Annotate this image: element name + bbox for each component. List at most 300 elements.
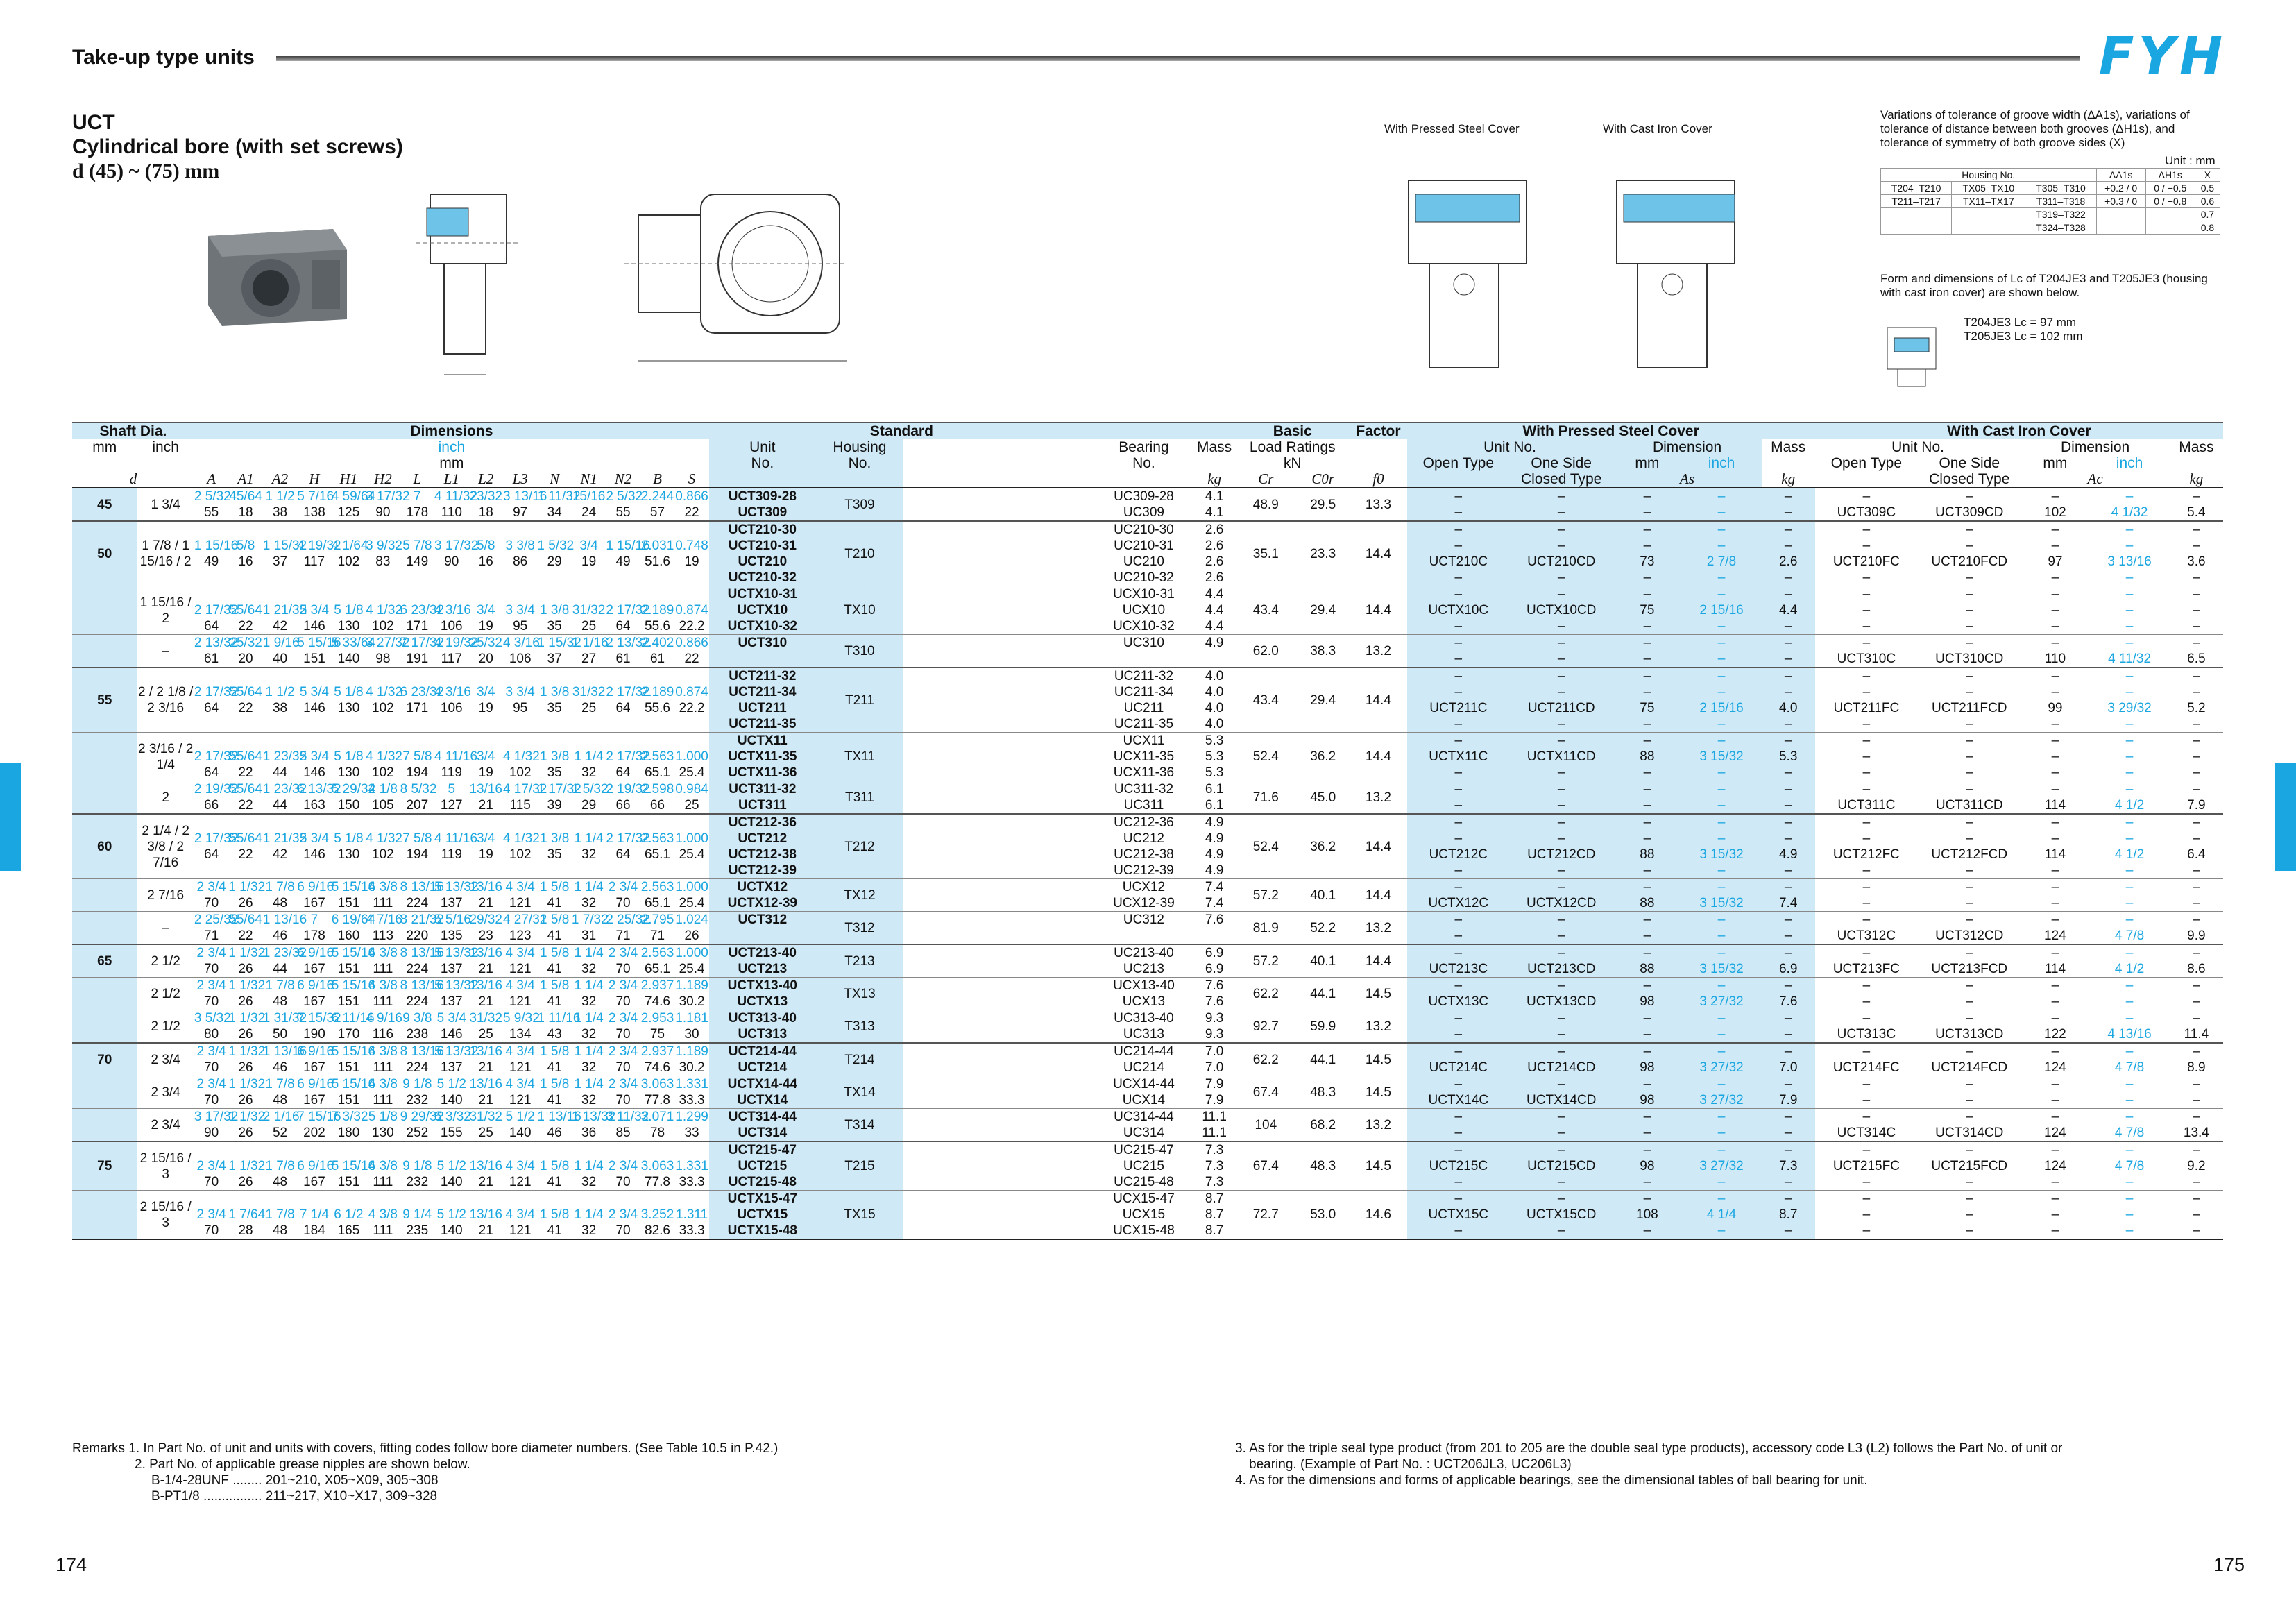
pressed-cover-cell: – [1613, 781, 1681, 798]
mass-cell: 2.6 [1205, 538, 1224, 553]
pressed-cover-cell: – [1613, 538, 1681, 554]
dimension-cell [263, 733, 297, 749]
dimension-cell: 22 [238, 701, 253, 715]
dimension-cell [400, 733, 434, 749]
cast-cover-cell: – [1965, 1191, 1973, 1206]
dimension-cell: 170 [337, 1027, 360, 1042]
dimension-cell [537, 668, 571, 684]
pressed-cover-cell: – [1762, 863, 1815, 879]
dimension-cell [640, 668, 674, 684]
dimension-cell: 70 [204, 896, 219, 910]
cast-cover-cell: – [2125, 1207, 2134, 1222]
cast-cover-cell: – [2051, 669, 2059, 683]
spacer-cell [903, 944, 1094, 978]
dimension-cell: 5 3/4 [299, 831, 330, 846]
dimension-cell [503, 1191, 537, 1207]
shaft-mm [72, 1109, 137, 1142]
dimension-cell: 224 [406, 962, 429, 976]
symbol-header [1815, 471, 1918, 488]
c0r-cell: 52.2 [1310, 920, 1336, 935]
cast-cover-cell: – [1862, 1077, 1871, 1091]
pressed-cover-drawing [1388, 153, 1561, 396]
table-row [72, 733, 2223, 749]
pressed-cover-cell: – [1681, 1141, 1761, 1158]
pressed-cover-cell: – [1407, 521, 1510, 538]
cast-cover-cell: 3 13/16 [2107, 554, 2152, 569]
sub-header: inch [2116, 455, 2143, 471]
mass-cell: 4.1 [1205, 489, 1224, 504]
housing-number: T314 [816, 1109, 903, 1142]
dimension-cell: 37 [272, 554, 288, 569]
housing-number: T211 [816, 668, 903, 733]
cast-cover-cell: – [2125, 619, 2134, 634]
cast-cover-cell: 3.6 [2187, 554, 2206, 569]
dimension-cell [228, 521, 262, 538]
pressed-cover-cell: – [1681, 1174, 1761, 1191]
cast-cover-cell: – [1965, 782, 1973, 797]
cast-cover-cell: – [1862, 685, 1871, 699]
group-header: Dimensions [194, 423, 709, 439]
unit-number [709, 651, 816, 668]
cast-cover-cell: – [2193, 1207, 2200, 1222]
table-row [72, 488, 2223, 504]
pressed-cover-cell: – [1407, 586, 1510, 603]
dimension-cell [297, 716, 331, 733]
dimension-cell: 90 [375, 505, 391, 520]
dimension-cell: 232 [406, 1175, 429, 1189]
symbol-header: N2 [614, 470, 632, 487]
dimension-cell: 1 13/16 [262, 912, 307, 927]
pressed-cover-cell: 2 7/8 [1681, 554, 1761, 570]
cast-cover-cell: UCT313CD [1935, 1027, 2004, 1042]
dimension-cell: 1 15/32 [537, 636, 581, 650]
dimension-cell: 41 [547, 928, 562, 943]
table-row [72, 749, 2223, 765]
spacer-cell [903, 912, 1094, 945]
dimension-cell: 2 3/4 [608, 978, 638, 993]
dimension-cell: 4 3/8 [368, 880, 398, 894]
dimension-cell: 1 5/8 [540, 1044, 570, 1059]
front-view-drawing [583, 173, 860, 382]
cast-cover-cell: 122 [2044, 1027, 2066, 1042]
dimension-cell: 2.795 [640, 912, 674, 927]
dimension-cell: 111 [373, 1223, 393, 1238]
symbol-header [1094, 471, 1193, 488]
cast-cover-cell: UCT314CD [1935, 1125, 2004, 1140]
dimension-cell: 2 13/32 [606, 636, 650, 650]
dimension-cell: 6 9/16 [297, 946, 334, 960]
pressed-cover-cell: – [1681, 716, 1761, 733]
symbol-header: C0r [1311, 470, 1335, 487]
symbol-header: L3 [512, 470, 528, 487]
pressed-cover-cell: UCT215C [1407, 1158, 1510, 1174]
dimension-cell: 74.6 [645, 994, 670, 1009]
dimension-cell: 1 1/32 [228, 978, 266, 993]
cast-cover-cell: 110 [2044, 652, 2066, 666]
f0-cell: 13.2 [1365, 1019, 1391, 1034]
pressed-cover-cell: – [1762, 912, 1815, 928]
cast-cover-cell: – [2051, 1207, 2059, 1222]
pressed-cover-cell: – [1762, 1109, 1815, 1125]
cast-cover-cell: – [1862, 880, 1871, 894]
dimension-cell: 111 [373, 1093, 393, 1107]
pressed-cover-cell: – [1681, 488, 1761, 504]
cast-cover-cell: UCT310C [1837, 652, 1896, 666]
dimension-cell: 165 [337, 1223, 360, 1238]
table-row [72, 700, 2223, 716]
sub-header [1193, 455, 1235, 471]
housing-number: TX12 [816, 879, 903, 912]
spacer-cell [903, 978, 1094, 1010]
dimension-cell: 1 3/8 [540, 685, 570, 699]
dimension-cell: 8 13/16 [400, 978, 444, 993]
dimension-cell: 5 7/16 [297, 489, 334, 504]
bearing-number [1094, 651, 1193, 668]
tol-row [1881, 208, 2220, 221]
dimension-cell: 7 [414, 489, 421, 504]
f0-cell: 13.2 [1365, 1117, 1391, 1132]
dimension-cell: 21 [478, 962, 493, 976]
dimension-cell: 32 [581, 847, 597, 862]
unit-number: UCT313-40 [709, 1010, 816, 1027]
bearing-number: UC314-44 [1114, 1110, 1174, 1124]
cast-cover-cell: – [2125, 603, 2134, 618]
dimension-cell: 24 [581, 505, 597, 520]
dimension-cell [400, 668, 434, 684]
product-photo [194, 222, 361, 333]
symbol-header [1407, 471, 1510, 488]
dimension-cell: 48 [272, 1223, 288, 1238]
dimension-cell: 4 3/16 [434, 603, 471, 618]
dimension-cell: 1 7/8 [265, 1207, 295, 1222]
dimension-cell [400, 570, 434, 586]
dimension-cell: 1 7/8 [265, 1159, 295, 1173]
dimension-cell [572, 733, 606, 749]
dimension-cell: 1 5/8 [540, 912, 570, 927]
dimension-cell: 1 1/4 [574, 946, 604, 960]
dimension-cell: 13/16 [469, 1207, 502, 1222]
dimension-cell: 3/4 [477, 749, 495, 764]
dimension-cell: 4 11/32 [434, 489, 478, 504]
table-row [72, 863, 2223, 879]
dimension-cell: 119 [441, 765, 462, 780]
mass-cell: 4.1 [1205, 505, 1224, 520]
housing-number: T310 [816, 635, 903, 668]
dimension-cell: 140 [509, 1125, 532, 1140]
pressed-cover-cell: 88 [1613, 749, 1681, 765]
cast-cover-cell: 4 11/32 [2108, 652, 2152, 666]
unit-number: UCT311 [709, 797, 816, 814]
pressed-cover-cell: – [1762, 928, 1815, 944]
cast-cover-cell: UCT211FCD [1932, 701, 2007, 715]
dimension-cell: 0.874 [675, 685, 708, 699]
dimension-cell: 31/32 [572, 685, 606, 699]
symbol-header: L2 [478, 470, 494, 487]
pressed-cover-cell: UCT212C [1407, 847, 1510, 863]
dimension-cell: 1.024 [675, 912, 708, 927]
bearing-number: UCX11-36 [1113, 765, 1175, 780]
shaft-inch: 2 1/2 [151, 1019, 180, 1034]
mass-cell: 4.9 [1205, 847, 1224, 862]
dimension-cell [503, 570, 537, 586]
dimension-cell: 2 17/32 [194, 603, 239, 618]
cast-cover-cell: 7.9 [2187, 798, 2206, 813]
dimension-cell [469, 1141, 503, 1158]
dimension-cell: 44 [272, 765, 288, 780]
dimension-cell [263, 814, 297, 831]
dimension-cell [572, 863, 606, 879]
cast-cover-cell: UCT211FC [1833, 701, 1900, 715]
table-row [72, 944, 2223, 961]
pressed-cover-cell: – [1510, 1125, 1613, 1141]
dimension-cell [194, 1191, 228, 1207]
cast-cover-cell: – [2125, 912, 2134, 927]
cast-cover-cell: – [1965, 619, 1973, 634]
dimension-cell: 2 3/4 [608, 1044, 638, 1059]
shaft-inch: 2 / 2 1/8 / 2 3/16 [138, 685, 194, 715]
dimension-cell: 0.748 [675, 538, 708, 553]
dimension-cell: 2 3/4 [608, 880, 638, 894]
dimension-cell: 4 3/8 [368, 946, 398, 960]
table-row [72, 554, 2223, 570]
unit-number: UCT211-35 [709, 716, 816, 733]
dimension-cell: 1 3/8 [540, 603, 570, 618]
dimension-cell: 42 [272, 619, 288, 634]
dimension-cell: 16 [478, 554, 493, 569]
cast-cover-cell: – [1862, 1110, 1871, 1124]
dimension-cell: 2.563 [640, 831, 674, 846]
shaft-mm [72, 781, 137, 815]
dimension-cell: 5 15/16 [331, 978, 376, 993]
bearing-number: UC310 [1123, 636, 1164, 650]
dimension-cell: 33.3 [679, 1175, 705, 1189]
group-header: Factor [1350, 423, 1406, 439]
dimension-cell: 1 7/64 [228, 1207, 266, 1222]
pressed-cover-cell: 3 15/32 [1681, 749, 1761, 765]
pressed-cover-cell: – [1613, 570, 1681, 586]
table-row [72, 1125, 2223, 1141]
dimension-cell: 25 [581, 701, 597, 715]
pressed-cover-cell: – [1613, 651, 1681, 668]
dimension-cell: 160 [337, 928, 360, 943]
dimension-cell: 2 3/4 [608, 1207, 638, 1222]
pressed-cover-cell: – [1407, 635, 1510, 652]
symbol-header: Ac [2087, 470, 2103, 487]
dimension-cell: 1 5/8 [540, 978, 570, 993]
pressed-cover-cell: – [1407, 488, 1510, 504]
dimension-cell: 5 1/2 [436, 1159, 466, 1173]
dimension-cell: 65.1 [645, 896, 670, 910]
dimension-cell [537, 1141, 571, 1158]
dimension-cell [434, 814, 468, 831]
bearing-number: UC214-44 [1114, 1044, 1174, 1059]
pressed-cover-cell: – [1613, 618, 1681, 635]
pressed-cover-cell: – [1407, 1026, 1510, 1043]
dimension-cell [366, 716, 400, 733]
pressed-cover-cell: – [1613, 765, 1681, 781]
cr-cell: 62.2 [1252, 986, 1279, 1001]
dimension-cell: 5 13/32 [434, 880, 479, 894]
cast-cover-cell: – [2051, 685, 2059, 699]
unit-label: Unit : mm [2165, 154, 2216, 167]
dimension-cell: 35 [547, 847, 562, 862]
pressed-cover-cell: 8.7 [1762, 1207, 1815, 1223]
dimension-cell: 2 3/4 [196, 1159, 226, 1173]
dimension-cell: 111 [373, 994, 393, 1009]
dimension-cell: 9 29/32 [400, 1110, 444, 1124]
dimension-cell: 26 [238, 962, 253, 976]
dimension-cell [194, 668, 228, 684]
symbol-header: L1 [443, 470, 459, 487]
dimension-cell: 5 15/16 [331, 1159, 376, 1173]
cr-cell: 81.9 [1252, 920, 1279, 935]
dimension-cell [606, 1141, 640, 1158]
sub-header [2170, 455, 2223, 471]
pressed-cover-cell: – [1510, 928, 1613, 944]
pressed-cover-cell: – [1613, 1125, 1681, 1141]
bearing-number: UC312 [1123, 912, 1164, 927]
dimension-cell: 5 3/4 [299, 603, 330, 618]
pressed-cover-cell: – [1613, 1076, 1681, 1093]
f0-cell: 13.2 [1365, 790, 1391, 805]
cast-cover-cell: – [1862, 749, 1871, 764]
dimension-cell [469, 716, 503, 733]
group-header [1094, 423, 1235, 439]
mass-cell: 4.4 [1205, 619, 1224, 634]
pressed-cover-cell: 3 27/32 [1681, 1060, 1761, 1076]
bearing-number: UC211-34 [1114, 685, 1174, 699]
dimension-cell: 19 [478, 847, 493, 862]
pressed-cover-cell: – [1407, 668, 1510, 684]
dimension-cell: 26 [238, 896, 253, 910]
cast-cover-cell: – [2193, 1175, 2200, 1189]
tol-cell: +0.3 / 0 [2096, 195, 2145, 208]
dimension-cell: 70 [615, 1027, 631, 1042]
left-side-tab [0, 763, 21, 871]
dimension-cell: 33.3 [679, 1223, 705, 1238]
cast-cover-cell: – [2125, 765, 2134, 780]
cast-cover-cell: UCT215FCD [1931, 1159, 2008, 1173]
pressed-cover-cell: – [1510, 797, 1613, 814]
bearing-number: UCX13-40 [1113, 978, 1175, 993]
dimension-cell [640, 586, 674, 603]
cast-cover-cell: UCT213FC [1832, 962, 1900, 976]
cast-cover-cell: – [2125, 880, 2134, 894]
spacer-cell [903, 733, 1094, 781]
dimension-cell: 121 [509, 1093, 532, 1107]
dimension-cell [434, 733, 468, 749]
table-row [72, 1191, 2223, 1207]
dimension-cell: 151 [337, 1175, 360, 1189]
dimension-cell [469, 668, 503, 684]
sub-header [137, 455, 194, 471]
pressed-cover-cell: – [1407, 504, 1510, 521]
dimension-cell: 9 1/4 [402, 1207, 432, 1222]
unit-number: UCT212 [709, 831, 816, 847]
sub-header: No. [709, 455, 816, 471]
pressed-cover-cell: – [1613, 504, 1681, 521]
unit-number: UCT215-48 [709, 1174, 816, 1191]
page-number-right: 175 [2213, 1554, 2245, 1575]
dimension-cell: 29 [581, 798, 597, 813]
cast-cover-cell: – [2051, 489, 2059, 504]
dimension-cell [640, 521, 674, 538]
mass-cell: 7.4 [1205, 896, 1224, 910]
dimension-cell: 1 13/16 [262, 1044, 307, 1059]
dimension-cell: 1 5/8 [540, 1159, 570, 1173]
table-row [72, 602, 2223, 618]
dimension-cell: 3 17/32 [194, 1110, 239, 1124]
pressed-cover-cell: – [1510, 586, 1613, 603]
pressed-cover-cell: – [1613, 814, 1681, 831]
sub-header: Unit No. [1407, 439, 1613, 455]
housing-number: T313 [816, 1010, 903, 1044]
dimension-cell: 70 [615, 1060, 631, 1075]
right-side-tab [2275, 763, 2296, 871]
dimension-cell: 6 23/32 [400, 685, 444, 699]
bearing-number: UCX15 [1122, 1207, 1166, 1222]
tol-header: X [2195, 169, 2220, 182]
sub-header: Load Ratings [1249, 439, 1336, 455]
tol-cell: T305–T310 [2025, 182, 2096, 195]
cr-cell: 72.7 [1252, 1207, 1279, 1222]
pressed-cover-cell: – [1510, 538, 1613, 554]
dimension-cell: 137 [440, 1060, 463, 1075]
dimension-cell: 3 9/32 [366, 538, 402, 553]
dimension-cell: 4 3/8 [368, 1077, 398, 1091]
housing-number: T215 [816, 1141, 903, 1191]
dimension-cell: 2 5/32 [194, 489, 231, 504]
pressed-cover-cell: – [1613, 944, 1681, 961]
unit-number: UCT313 [709, 1026, 816, 1043]
f0-cell: 14.5 [1365, 1085, 1391, 1100]
shaft-mm: 45 [72, 488, 137, 521]
dimension-cell [263, 1141, 297, 1158]
c0r-cell: 59.9 [1310, 1019, 1336, 1034]
dimension-cell: 2 3/4 [608, 1011, 638, 1026]
dimension-cell: 64 [615, 619, 631, 634]
dimension-cell: 22 [684, 505, 699, 520]
dimension-cell: 5 13/32 [434, 1044, 479, 1059]
table-row [72, 651, 2223, 668]
dimension-cell: 140 [337, 652, 360, 666]
cast-cover-cell: – [2051, 1110, 2059, 1124]
pressed-cover-cell: UCT210CD [1510, 554, 1613, 570]
pressed-cover-cell: 88 [1613, 961, 1681, 978]
dimension-cell: 1 1/32 [228, 1044, 266, 1059]
dimension-cell: 111 [373, 1175, 393, 1189]
pressed-cover-cell: – [1510, 831, 1613, 847]
bearing-number: UCX13 [1122, 994, 1166, 1009]
cast-cover-cell: – [2125, 831, 2134, 846]
remark-1: Remarks 1. In Part No. of unit and units with covers, fitting codes follow bore diameter numbers. (See Table 10.5 in P.42.) [72, 1441, 779, 1456]
cast-cover-cell: UCT312C [1837, 928, 1896, 943]
pressed-cover-cell: – [1407, 1076, 1510, 1093]
mass-cell: 7.3 [1205, 1175, 1224, 1189]
dimension-cell: 4 1/8 [368, 782, 398, 797]
remark-2a: B-1/4-28UNF ........ 201~210, X05~X09, 305~308 [151, 1473, 439, 1488]
mass-cell: 7.6 [1205, 978, 1224, 993]
dimension-cell: 1 1/2 [265, 489, 295, 504]
symbol-header: kg [1207, 470, 1222, 487]
shaft-mm [72, 733, 137, 781]
cast-cover-cell: – [1965, 1207, 1973, 1222]
cast-cover-cell: – [2193, 522, 2200, 537]
sub-header [1350, 439, 1406, 455]
dimension-cell: 5 9/32 [502, 1011, 540, 1026]
dimension-cell: 106 [509, 652, 532, 666]
dimension-cell [297, 863, 331, 879]
